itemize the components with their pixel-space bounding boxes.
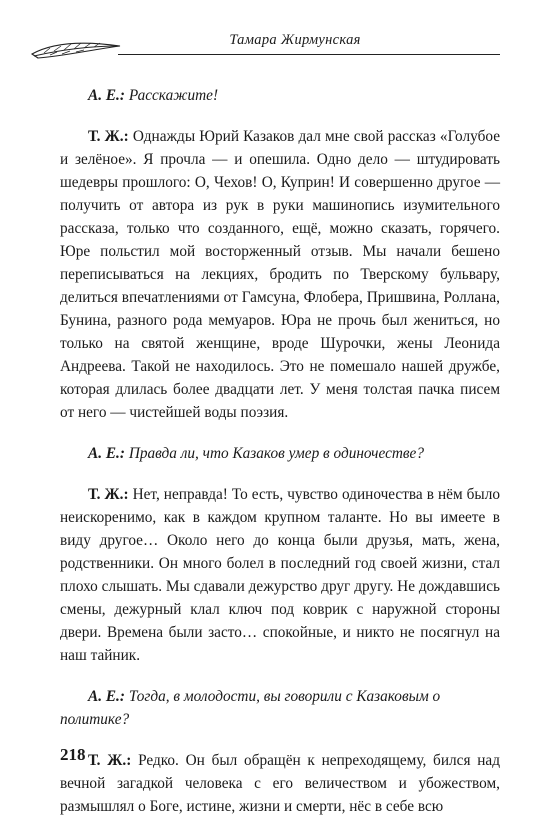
speaker-label: Т. Ж.: — [88, 486, 129, 503]
interview-text — [60, 84, 500, 836]
speaker-label: Т. Ж.: — [88, 752, 132, 769]
header-rule — [118, 54, 500, 55]
running-header — [30, 28, 500, 68]
question-text: Расскажите! — [128, 87, 219, 104]
answer-paragraph — [60, 125, 500, 424]
question-text: Правда ли, что Казаков умер в одиночестве? — [128, 445, 424, 462]
running-title: Тамара Жирмунская — [229, 32, 361, 48]
speaker-label: А. Е.: — [88, 87, 125, 104]
answer-text: Однажды Юрий Казаков дал мне свой рассказ «Голубое и зелёное». Я прочла — и опешила. Одно дело — штудировать шедевры прошлого: О, Чехов! О, Куприн! И совершенно другое — получить от автора из рук в руки машинопись изумительного рассказа, только что созданного, ещё, можно сказать, горячего. Юре польстил мой восторженный отзыв. Мы начали бешено переписываться на лекциях, бродить по Тверскому бульвару, делиться впечатлениями от Гамсуна, Флобера, Пришвина, Роллана, Бунина, разного рода мемуаров. Юра не прочь был жениться, но только на святой женщине, вроде Шурочки, жены Леонида Андреева. Такой не находилось. Это не помешало нашей дружбе, которая длилась более двадцати лет. У меня толстая пачка писем от него — чистейшей воды поэзия. — [60, 128, 500, 421]
speaker-label: А. Е.: — [88, 445, 125, 462]
speaker-label: А. Е.: — [88, 688, 125, 705]
answer-paragraph — [60, 749, 500, 818]
page-number: 218 — [60, 745, 86, 764]
question-text: Тогда, в молодости, вы говорили с Казаковым о политике? — [60, 688, 441, 728]
answer-text: Редко. Он был обращён к непреходящему, бился над вечной загадкой человека с его величеством и убожеством, размышлял о Боге, истине, жизни и смерти, нёс в себе всю — [60, 752, 500, 815]
question-paragraph — [60, 685, 500, 731]
speaker-label: Т. Ж.: — [88, 128, 129, 145]
answer-text: Нет, неправда! То есть, чувство одиночества в нём было неискоренимо, как в каждом крупном таланте. Но вы имеете в виду другое… Около него до конца были друзья, мать, жена, родственники. Он много болел в последний год своей жизни, стал плохо слышать. Мы сдавали дежурство друг другу. Не дождавшись смены, дежурный клал ключ под коврик с наружной стороны двери. Времена были засто… спокойные, и никто не посягнул на наш тайник. — [60, 486, 500, 664]
question-paragraph — [60, 84, 500, 107]
answer-paragraph — [60, 483, 500, 667]
question-paragraph — [60, 442, 500, 465]
